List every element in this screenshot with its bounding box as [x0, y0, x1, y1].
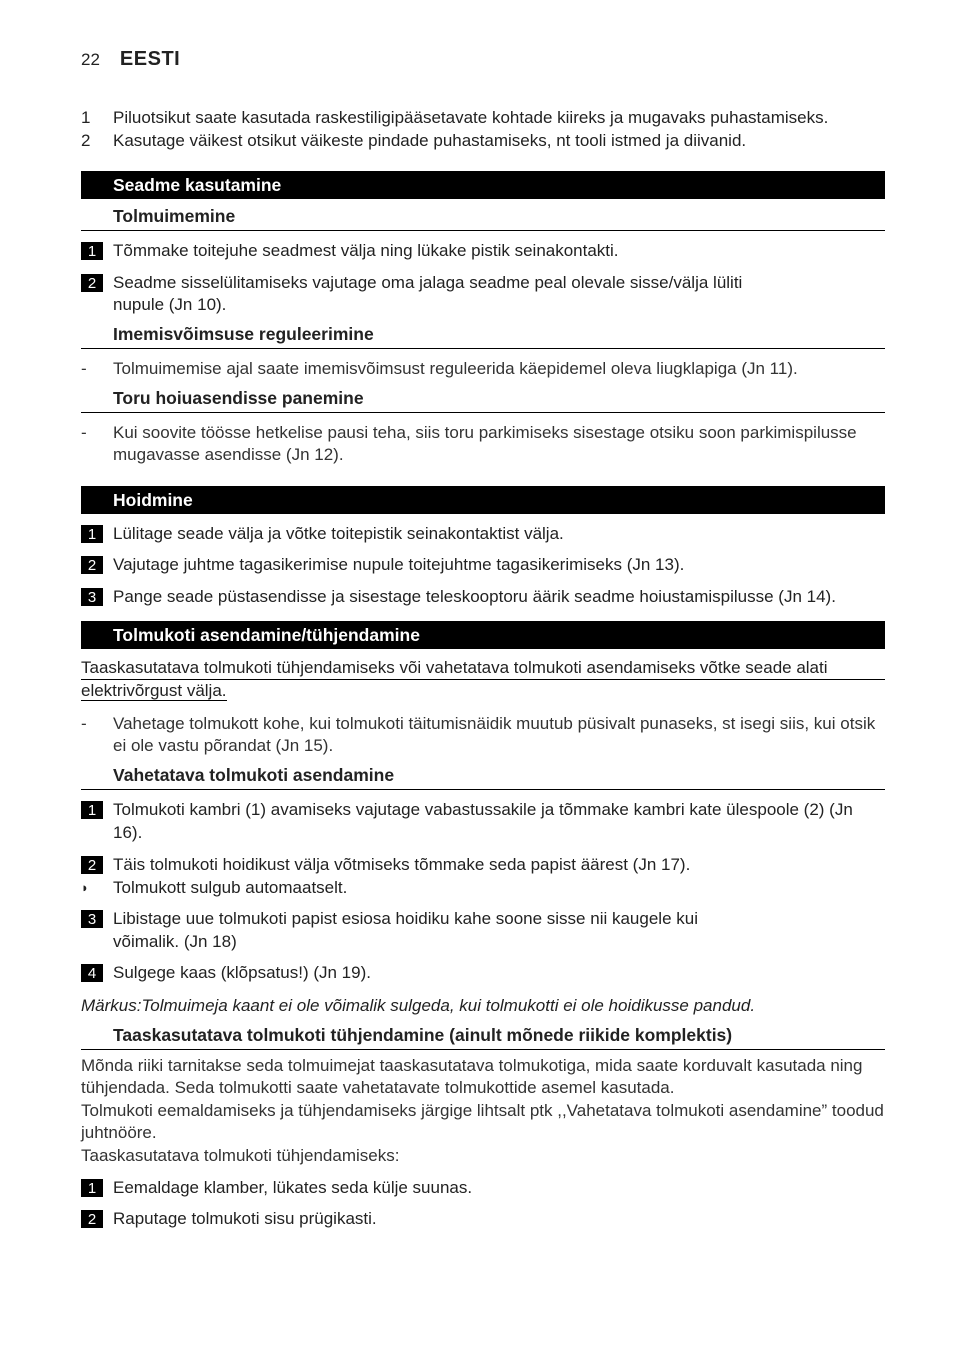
step-text: Pange seade püstasendisse ja sisestage teleskooptoru äärik seadme hoiustamispilusse (Jn 14).: [113, 586, 836, 606]
step-number: 3: [81, 910, 103, 928]
dash-marker: -: [81, 422, 87, 442]
page-header: [81, 48, 180, 71]
step-item: [81, 586, 885, 609]
section-heading-dustbag: Tolmukoti asendamine/tühjendamine: [81, 621, 885, 649]
subheading-reusable-bag: Taaskasutatava tolmukoti tühjendamine (ainult mõnede riikide komplektis): [81, 1022, 885, 1050]
dash-text: Vahetage tolmukott kohe, kui tolmukoti täitumisnäidik muutub püsivalt punaseks, st isegi siis, kui otsik ei ole vastu põrandat (Jn 15).: [113, 713, 876, 756]
note-text: Märkus:Tolmuimeja kaant ei ole võimalik sulgeda, kui tolmukotti ei ole hoidikusse pandud.: [81, 996, 756, 1016]
dash-marker: -: [81, 358, 87, 378]
warning-line: elektrivõrgust välja.: [81, 681, 227, 701]
dash-item: [81, 422, 885, 467]
step-text: Tolmukoti kambri (1) avamiseks vajutage vabastussakile ja tõmmake kambri kate ülespoole (2) (Jn 16).: [113, 799, 853, 842]
subheading-replace-bag: Vahetatava tolmukoti asendamine: [81, 762, 885, 790]
warning-line: Taaskasutatava tolmukoti tühjendamiseks või vahetatava tolmukoti asendamiseks võtke seade alati: [81, 657, 828, 677]
page-content: [81, 107, 885, 1231]
step-item: [81, 554, 885, 577]
step-text: Tõmmake toitejuhe seadmest välja ning lükake pistik seinakontakti.: [113, 241, 619, 261]
dash-item: [81, 358, 885, 381]
intro-list: [81, 107, 885, 152]
item-text: Kasutage väikest otsikut väikeste pindade puhastamiseks, nt tooli istmed ja diivanid.: [113, 130, 747, 150]
step-number: 2: [81, 856, 103, 874]
list-item: [81, 130, 885, 153]
step-number: 2: [81, 274, 103, 292]
step-number: 2: [81, 1210, 103, 1228]
step-text: Vajutage juhtme tagasikerimise nupule toitejuhtme tagasikerimiseks (Jn 13).: [113, 555, 685, 575]
step-item: [81, 962, 885, 985]
step-text: Täis tolmukoti hoidikust välja võtmiseks tõmmake seda papist äärest (Jn 17).: [113, 855, 691, 875]
step-item: [81, 523, 885, 546]
step-text: Seadme sisselülitamiseks vajutage oma jalaga seadme peal olevale sisse/välja lüliti nupule (Jn 10).: [113, 272, 743, 315]
step-text: Sulgege kaas (klõpsatus!) (Jn 19).: [113, 963, 371, 983]
result-item: [81, 877, 885, 900]
subheading-tube-parking: Toru hoiuasendisse panemine: [81, 385, 885, 413]
warning-text: [81, 657, 885, 681]
result-text: Tolmukott sulgub automaatselt.: [113, 877, 348, 897]
paragraph: Tolmukoti eemaldamiseks ja tühjendamiseks järgige lihtsalt ptk ,,Vahetatava tolmukoti asendamine” toodud juhtnööre.: [81, 1100, 884, 1143]
step-number: 1: [81, 1179, 103, 1197]
section-heading-storage: Hoidmine: [81, 486, 885, 514]
step-text: Lülitage seade välja ja võtke toitepistik seinakontaktist välja.: [113, 523, 564, 543]
dash-text: Tolmuimemise ajal saate imemisvõimsust reguleerida käepidemel oleva liugklapiga (Jn 11).: [113, 358, 798, 378]
subheading-vacuuming: Tolmuimemine: [81, 203, 885, 231]
step-item: [81, 854, 885, 877]
page-number: 22: [81, 50, 100, 69]
step-item: [81, 908, 885, 953]
step-item: [81, 272, 885, 317]
language-title: EESTI: [119, 48, 181, 70]
step-number: 2: [81, 556, 103, 574]
step-item: [81, 799, 885, 844]
dash-text: Kui soovite töösse hetkelise pausi teha, siis toru parkimiseks sisestage otsiku soon parkimispilusse mugavasse asendisse (Jn 12).: [113, 422, 857, 465]
step-item: [81, 1208, 885, 1231]
step-number: 4: [81, 964, 103, 982]
step-item: [81, 1177, 885, 1200]
item-number: 1: [81, 108, 91, 127]
step-number: 1: [81, 801, 103, 819]
paragraph: Taaskasutatava tolmukoti tühjendamiseks:: [81, 1146, 400, 1166]
step-item: [81, 240, 885, 263]
list-item: [81, 107, 885, 130]
section-heading-usage: Seadme kasutamine: [81, 171, 885, 199]
item-number: 2: [81, 130, 91, 150]
step-number: 1: [81, 242, 103, 260]
dash-item: [81, 713, 885, 758]
item-text: Piluotsikut saate kasutada raskestiligipääsetavate kohtade kiireks ja mugavaks puhastamiseks.: [113, 108, 829, 127]
result-marker: ◗: [81, 879, 89, 895]
dash-marker: -: [81, 713, 87, 733]
step-text: Raputage tolmukoti sisu prügikasti.: [113, 1209, 377, 1229]
step-number: 3: [81, 588, 103, 606]
step-text: Libistage uue tolmukoti papist esiosa hoidiku kahe soone sisse nii kaugele kui võimalik. (Jn 18): [113, 909, 698, 951]
subheading-suction-power: Imemisvõimsuse reguleerimine: [81, 321, 885, 349]
step-number: 1: [81, 525, 103, 543]
paragraph: Mõnda riiki tarnitakse seda tolmuimejat taaskasutatava tolmukotiga, mida saate korduvalt kasutada ning tühjendada. Seda tolmukotti saate vahetatavate tolmukottide asemel kasutada.: [81, 1055, 863, 1098]
step-text: Eemaldage klamber, lükates seda külje suunas.: [113, 1177, 473, 1197]
